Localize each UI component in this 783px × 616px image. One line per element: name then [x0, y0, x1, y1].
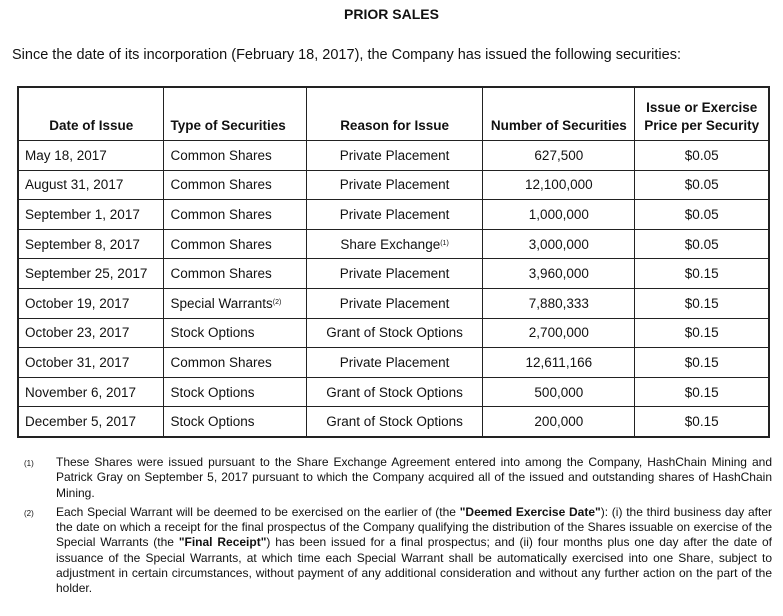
cell-number: 1,000,000 — [483, 200, 635, 230]
cell-date: October 31, 2017 — [18, 348, 164, 378]
table-row — [18, 288, 769, 318]
footnote-2-mark: (2) — [24, 508, 34, 518]
cell-type — [164, 200, 306, 230]
cell-price: $0.05 — [635, 141, 769, 171]
cell-number: 627,500 — [483, 141, 635, 171]
cell-reason — [306, 348, 482, 378]
cell-price: $0.15 — [635, 288, 769, 318]
cell-reason-text: Private Placement — [339, 206, 450, 222]
cell-type — [164, 288, 306, 318]
cell-date: October 23, 2017 — [18, 318, 164, 348]
cell-number: 12,100,000 — [483, 170, 635, 200]
footnote-2-text-a: Each Special Warrant will be deemed to be exercised on the earlier of (the — [56, 504, 460, 519]
cell-type — [164, 229, 306, 259]
cell-date: December 5, 2017 — [18, 407, 164, 437]
footnotes — [24, 455, 772, 601]
cell-number: 12,611,166 — [483, 348, 635, 378]
cell-reason-text: Grant of Stock Options — [326, 414, 463, 430]
footnote-2-term-deemed-exercise-date: "Deemed Exercise Date" — [459, 504, 601, 519]
cell-number: 500,000 — [483, 377, 635, 407]
cell-type-text: Stock Options — [170, 384, 255, 400]
cell-reason-text: Share Exchange — [340, 236, 441, 252]
cell-type — [164, 407, 306, 437]
cell-reason — [306, 318, 482, 348]
cell-type-text: Stock Options — [170, 414, 255, 430]
cell-type — [164, 377, 306, 407]
page-title: PRIOR SALES — [344, 6, 439, 22]
table-row — [18, 170, 769, 200]
cell-reason-text: Grant of Stock Options — [326, 325, 463, 341]
cell-date: August 31, 2017 — [18, 170, 164, 200]
cell-type — [164, 141, 306, 171]
intro-paragraph: Since the date of its incorporation (February 18, 2017), the Company has issued the following securities: — [12, 47, 681, 63]
header-reason: Reason for Issue — [306, 87, 482, 141]
footnote-2-text-b: ): (i) the third business day after the date on which a receipt for the final prospectus of the Company qualifying the distribution of the Shares issuable on exercise of the Special Warrants (the — [56, 504, 773, 550]
cell-date: October 19, 2017 — [18, 288, 164, 318]
cell-date: September 1, 2017 — [18, 200, 164, 230]
cell-price: $0.15 — [635, 348, 769, 378]
cell-reason-text: Private Placement — [339, 354, 450, 370]
cell-number: 3,000,000 — [483, 229, 635, 259]
cell-type-text: Stock Options — [170, 325, 255, 341]
cell-reason — [306, 407, 482, 437]
cell-price: $0.05 — [635, 229, 769, 259]
cell-reason — [306, 377, 482, 407]
cell-type-text: Common Shares — [170, 236, 272, 252]
header-number: Number of Securities — [483, 87, 635, 141]
cell-type-text: Common Shares — [170, 147, 272, 163]
cell-price: $0.05 — [635, 200, 769, 230]
footnote-2-term-final-receipt: "Final Receipt" — [178, 535, 267, 550]
header-price-line1: Issue or Exercise — [646, 100, 758, 115]
cell-price: $0.15 — [635, 377, 769, 407]
prior-sales-table — [17, 86, 770, 438]
cell-type — [164, 259, 306, 289]
cell-number: 200,000 — [483, 407, 635, 437]
cell-type-text: Common Shares — [170, 266, 272, 282]
cell-date: May 18, 2017 — [18, 141, 164, 171]
cell-price: $0.15 — [635, 318, 769, 348]
table-row — [18, 200, 769, 230]
cell-reason — [306, 141, 482, 171]
footnote-1-mark: (1) — [24, 459, 34, 468]
cell-type-note: (2) — [272, 298, 282, 306]
cell-reason-text: Private Placement — [339, 295, 450, 311]
cell-type-text: Common Shares — [170, 177, 272, 193]
footnote-2 — [24, 505, 772, 597]
cell-type — [164, 318, 306, 348]
table-row — [18, 348, 769, 378]
cell-reason-text: Grant of Stock Options — [326, 384, 463, 400]
table-row — [18, 259, 769, 289]
cell-type-text: Common Shares — [170, 354, 272, 370]
cell-date: September 8, 2017 — [18, 229, 164, 259]
cell-reason-text: Private Placement — [339, 266, 450, 282]
cell-price: $0.15 — [635, 407, 769, 437]
cell-date: September 25, 2017 — [18, 259, 164, 289]
table-row — [18, 407, 769, 437]
cell-price: $0.05 — [635, 170, 769, 200]
cell-reason — [306, 259, 482, 289]
table-row — [18, 141, 769, 171]
cell-price: $0.15 — [635, 259, 769, 289]
table-row — [18, 318, 769, 348]
cell-number: 7,880,333 — [483, 288, 635, 318]
cell-reason-note: (1) — [440, 239, 449, 247]
cell-type — [164, 348, 306, 378]
cell-type-text: Common Shares — [170, 206, 272, 222]
cell-date: November 6, 2017 — [18, 377, 164, 407]
footnote-2-text — [56, 505, 772, 597]
cell-reason-text: Private Placement — [339, 177, 450, 193]
cell-number: 3,960,000 — [483, 259, 635, 289]
cell-type — [164, 170, 306, 200]
table-row — [18, 377, 769, 407]
footnote-2-text-c: ) has been issued for a final prospectus; and (ii) four months plus one day after the date of issuance of the Special Warrants, at which time each Special Warrant shall be automatically exercised into one Share, subject to adjustment in certain circumstances, without payment of any additional consideration and without any further action on the part of the holder. — [56, 535, 773, 596]
header-type: Type of Securities — [164, 87, 306, 141]
header-price-line2: Price per Security — [644, 118, 760, 133]
table-row — [18, 229, 769, 259]
cell-reason — [306, 229, 482, 259]
cell-type-text: Special Warrants — [170, 295, 273, 311]
header-price — [635, 87, 769, 141]
footnote-1 — [24, 455, 772, 501]
cell-reason — [306, 288, 482, 318]
footnote-1-text: These Shares were issued pursuant to the Share Exchange Agreement entered into among the Company, HashChain Mining and Patrick Gray on September 5, 2017 pursuant to which the Company acquired all of the issued and outstanding shares of HashChain Mining. — [56, 455, 772, 500]
cell-number: 2,700,000 — [483, 318, 635, 348]
table-header-row — [18, 87, 769, 141]
cell-reason-text: Private Placement — [339, 147, 450, 163]
cell-reason — [306, 170, 482, 200]
header-date: Date of Issue — [18, 87, 164, 141]
cell-reason — [306, 200, 482, 230]
